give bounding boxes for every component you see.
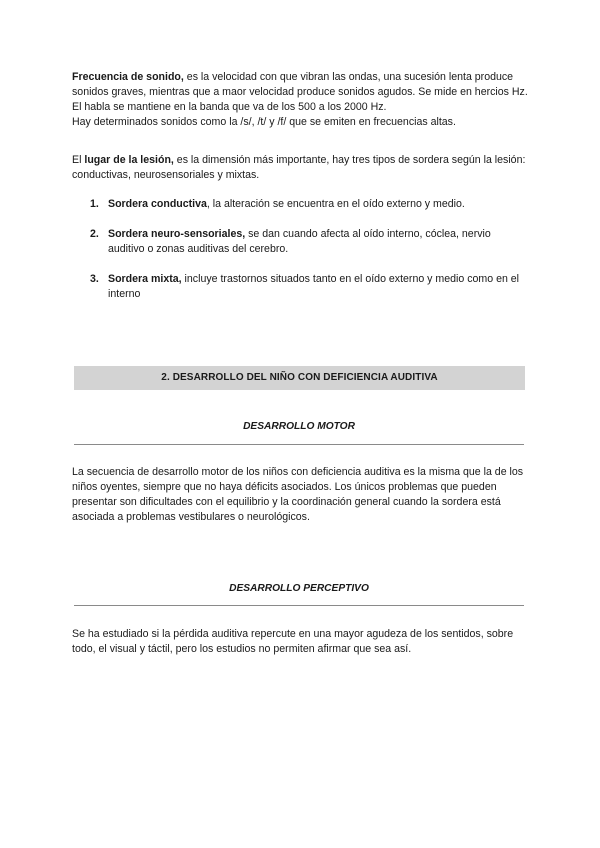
list-number: 3. xyxy=(90,273,99,285)
frequency-paragraph xyxy=(72,70,530,130)
type-text: se dan cuando afecta al oído interno, cóclea, nervio auditivo o zonas auditivas del cerebro. xyxy=(108,228,491,255)
frequency-term: Frecuencia de sonido, xyxy=(72,71,184,83)
deafness-types-list xyxy=(72,197,530,302)
lesion-paragraph xyxy=(72,153,530,183)
lesion-text: es la dimensión más importante, hay tres tipos de sordera según la lesión: conductivas, neurosensoriales y mixtas. xyxy=(72,154,526,181)
motor-divider xyxy=(74,444,524,445)
lesion-prefix: El xyxy=(72,154,85,166)
perceptive-paragraph: Se ha estudiado si la pérdida auditiva repercute en una mayor agudeza de los sentidos, sobre todo, el visual y táctil, pero los estudios no permiten afirmar que sea así. xyxy=(72,628,514,655)
perceptive-heading: DESARROLLO PERCEPTIVO xyxy=(229,583,369,594)
type-text: incluye trastornos situados tanto en el oído externo y medio como en el interno xyxy=(108,273,520,300)
list-item xyxy=(72,227,530,257)
perceptive-divider xyxy=(74,605,524,606)
list-number: 1. xyxy=(90,198,99,210)
lesion-term: lugar de la lesión, xyxy=(84,154,174,166)
list-item xyxy=(72,197,530,212)
motor-heading: DESARROLLO MOTOR xyxy=(243,421,355,432)
type-term: Sordera neuro-sensoriales, xyxy=(108,228,246,240)
document-page xyxy=(72,70,530,317)
motor-paragraph: La secuencia de desarrollo motor de los niños con deficiencia auditiva es la misma que la de los niños oyentes, siempre que no haya déficits asociados. Los únicos problemas que pueden presentar son dificultades con el equilibrio y la coordinación general cuando la sordera está asociada a problemas vestibulares o neurológicos. xyxy=(72,466,524,523)
type-term: Sordera mixta, xyxy=(108,273,182,285)
frequency-line2: Hay determinados sonidos como la /s/, /t/ y /f/ que se emiten en frecuencias altas. xyxy=(72,116,456,128)
list-item xyxy=(72,272,530,302)
section-title-bar: 2. DESARROLLO DEL NIÑO CON DEFICIENCIA AUDITIVA xyxy=(74,366,525,390)
list-number: 2. xyxy=(90,228,99,240)
frequency-text: es la velocidad con que vibran las ondas, una sucesión lenta produce sonidos graves, mientras que a maor velocidad produce sonidos agudos. Se mide en hercios Hz. El habla se mantiene en la banda que va de los 500 a los 2000 Hz. xyxy=(72,71,528,113)
type-term: Sordera conductiva xyxy=(108,198,207,210)
type-text: , la alteración se encuentra en el oído externo y medio. xyxy=(206,198,465,210)
